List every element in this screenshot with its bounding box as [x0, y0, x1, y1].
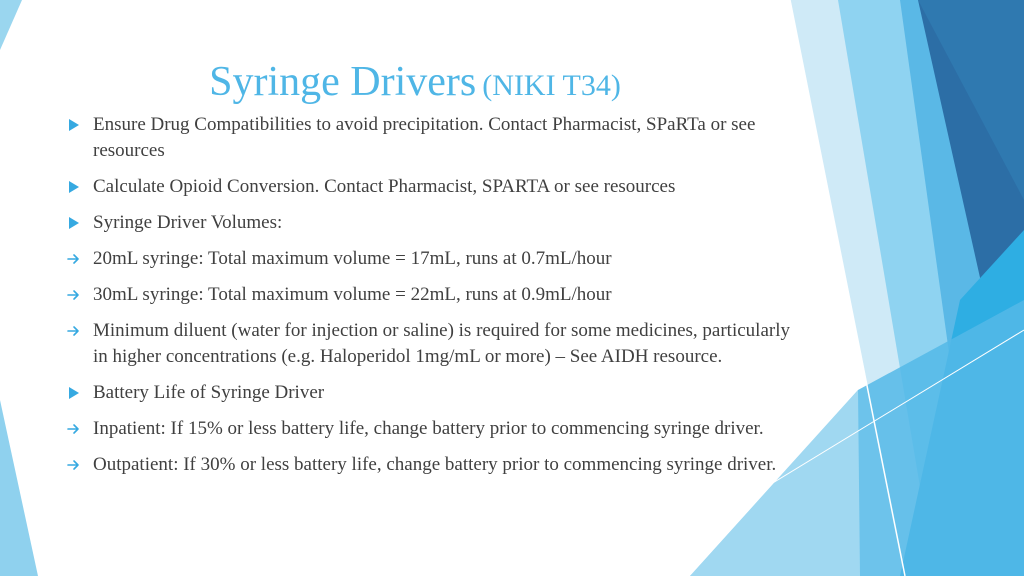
title-subtitle: (NIKI T34) [482, 69, 621, 102]
arrow-bullet-icon [64, 282, 82, 308]
sub-list-item [60, 416, 790, 442]
sub-list-item [60, 318, 790, 370]
list-item-text: Inpatient: If 15% or less battery life, change battery prior to commencing syringe driver. [93, 418, 764, 439]
deco-left-strip [0, 0, 22, 50]
triangle-bullet-icon [64, 210, 82, 236]
arrow-bullet-icon [64, 318, 82, 344]
list-item [60, 174, 790, 200]
slide-title [0, 58, 830, 115]
list-item-text: Battery Life of Syringe Driver [93, 382, 325, 403]
list-item-text: 30mL syringe: Total maximum volume = 22mL, runs at 0.9mL/hour [93, 284, 612, 305]
list-item-text: 20mL syringe: Total maximum volume = 17mL, runs at 0.7mL/hour [93, 248, 612, 269]
list-item [60, 380, 790, 406]
sub-list-item [60, 452, 790, 478]
list-item [60, 210, 790, 236]
deco-left-bottom-strip [0, 400, 38, 576]
list-item-text: Calculate Opioid Conversion. Contact Pharmacist, SPARTA or see resources [93, 176, 676, 197]
triangle-bullet-icon [64, 112, 82, 138]
title-main: Syringe Drivers [209, 59, 477, 105]
slide-content [60, 112, 790, 488]
list-item-text: Minimum diluent (water for injection or saline) is required for some medicines, particularly in higher concentrations (e.g. Haloperidol 1mg/mL or more) – See AIDH resource. [93, 320, 790, 367]
list-item-text: Outpatient: If 30% or less battery life, change battery prior to commencing syringe driver. [93, 454, 777, 475]
arrow-bullet-icon [64, 416, 82, 442]
triangle-bullet-icon [64, 380, 82, 406]
list-item [60, 112, 790, 164]
list-item-text: Syringe Driver Volumes: [93, 212, 283, 233]
list-item-text: Ensure Drug Compatibilities to avoid precipitation. Contact Pharmacist, SPaRTa or see resources [93, 114, 756, 161]
sub-list-item [60, 246, 790, 272]
arrow-bullet-icon [64, 452, 82, 478]
arrow-bullet-icon [64, 246, 82, 272]
triangle-bullet-icon [64, 174, 82, 200]
sub-list-item [60, 282, 790, 308]
